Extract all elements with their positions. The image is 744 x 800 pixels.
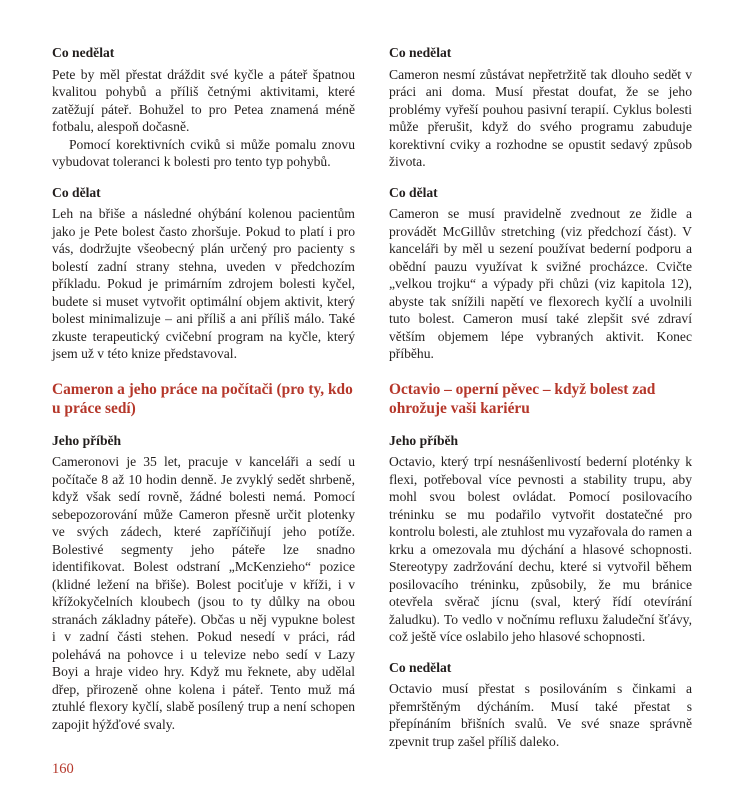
paragraph: Cameronovi je 35 let, pracuje v kanceláři a sedí u počítače 8 až 10 hodin denně. Je zvyklý sedět shrbeně, když však sedí rovně, žádné bolesti nemá. Pomocí sebepozorování může Cameron přesně určit plotenky ve svých zádech, které zapříčiňují jeho potíže. Bolestivé segmenty jeho páteře lze snadno identifikovat. Bolest odstraní „McKenzieho“ pozice (klidné ležení na břiše). Bolest pociťuje v kříži, i v křížokyčelních kloubech (jsou to ty důlky na obou stranách základny páteře). Občas u něj vypukne bolest i v zadní části stehen. Pokud nesedí v práci, rád polehává na pohovce i u televize nebo sedí v Lazy Boyi a hraje video hry. Když mu řeknete, aby udělal dřep, přirozeně ohne kolena i páteř. Tento muž má ztuhlé flexory kyčlí, slabě posílený trup a není schopen zapojit hýžďové svaly. [52,454,355,732]
subheading: Co nedělat [389,659,452,675]
subheading: Co dělat [389,184,438,200]
paragraph: Pete by měl přestat dráždit své kyčle a páteř špatnou kvalitou pohybů a příliš četnými aktivitami, které zatěžují páteř. Bohužel to pro Petea znamená méně fotbalu, alespoň dočasně. [52,66,355,134]
column-left [52,44,355,750]
paragraph: Leh na břiše a následné ohýbání kolenou pacientům jako je Pete bolest často zhoršuje. Pokud to platí i pro vás, dodržujte všeobecný plán určený pro pacienty s bolestí zadní strany stehna, uveden v předchozím příkladu. Pokud je primárním zdrojem bolesti kyčel, budete si muset vytvořit optimální objem aktivit, který bolest minimalizuje – ani příliš a ani příliš málo. Také zkuste terapeutický cvičební program na kyčle, který jsem už v této knize představoval. [52,206,355,361]
subheading: Co nedělat [389,45,452,60]
subheading: Jeho příběh [52,432,122,448]
page-content [52,44,692,750]
paragraph: Cameron nesmí zůstávat nepřetržitě tak dlouho sedět v práci ani doma. Musí přestat doufat, že se jeho problémy vyřeší pouhou pasivní terapií. Cyklus bolesti může přerušit, když do svého programu zabuduje korektivní cviky a rozhodne se opustit sedavý způsob života. [389,66,692,169]
subheading: Jeho příběh [389,432,459,448]
paragraph: Pomocí korektivních cviků si může pomalu znovu vybudovat toleranci k bolesti pro tento typ pohybů. [52,136,355,169]
section-heading: Octavio – operní pěvec – když bolest zad ohrožuje vaši kariéru [389,380,656,417]
page-number: 160 [52,761,74,777]
section-heading: Cameron a jeho práce na počítači (pro ty, kdo u práce sedí) [52,380,353,417]
subheading: Co dělat [52,184,101,200]
paragraph: Cameron se musí pravidelně zvednout ze židle a provádět McGillův stretching (viz předchozí část). V kanceláři by měl u sezení používat bederní podporu a obědní pauzu využívat k svižné procházce. Cvičte „velkou trojku“ a výpady při chůzi (viz kapitola 12), abyste tak snížili napětí ve flexorech kyčlí a uvolnili tuto bolest. Cameron musí také zlepšit své zdraví větším objemem lépe vybraných aktivit. Konec příběhu. [389,206,692,361]
column-right [389,44,692,750]
paragraph: Octavio musí přestat s posilováním s činkami a přemrštěným dýcháním. Musí také přestat s přepínáním břišních svalů. Ve své snaze správně zpevnit trup zašel příliš daleko. [389,681,692,749]
paragraph: Octavio, který trpí nesnášenlivostí bederní ploténky k flexi, potřeboval více pevnosti a stability trupu, aby mohl svou bolest ovládat. Pomocí posilovacího tréninku se mu podařilo vytvořit dostatečné pro kontrolu bolesti, ale ztuhlost mu vyzařovala do ramen a krku a omezovala mu dýchání a hlasové schopnosti. Stereotypy zadržování dechu, které si vytvořil během posilovacího tréninku, způsobily, že mu bránice otevřela svěrač jícnu (sval, který řídí otevírání žaludku). To vedlo v nočnímu refluxu žaludeční šťávy, což ještě více oslabilo jeho hlasové schopnosti. [389,454,692,644]
subheading: Co nedělat [52,45,115,60]
